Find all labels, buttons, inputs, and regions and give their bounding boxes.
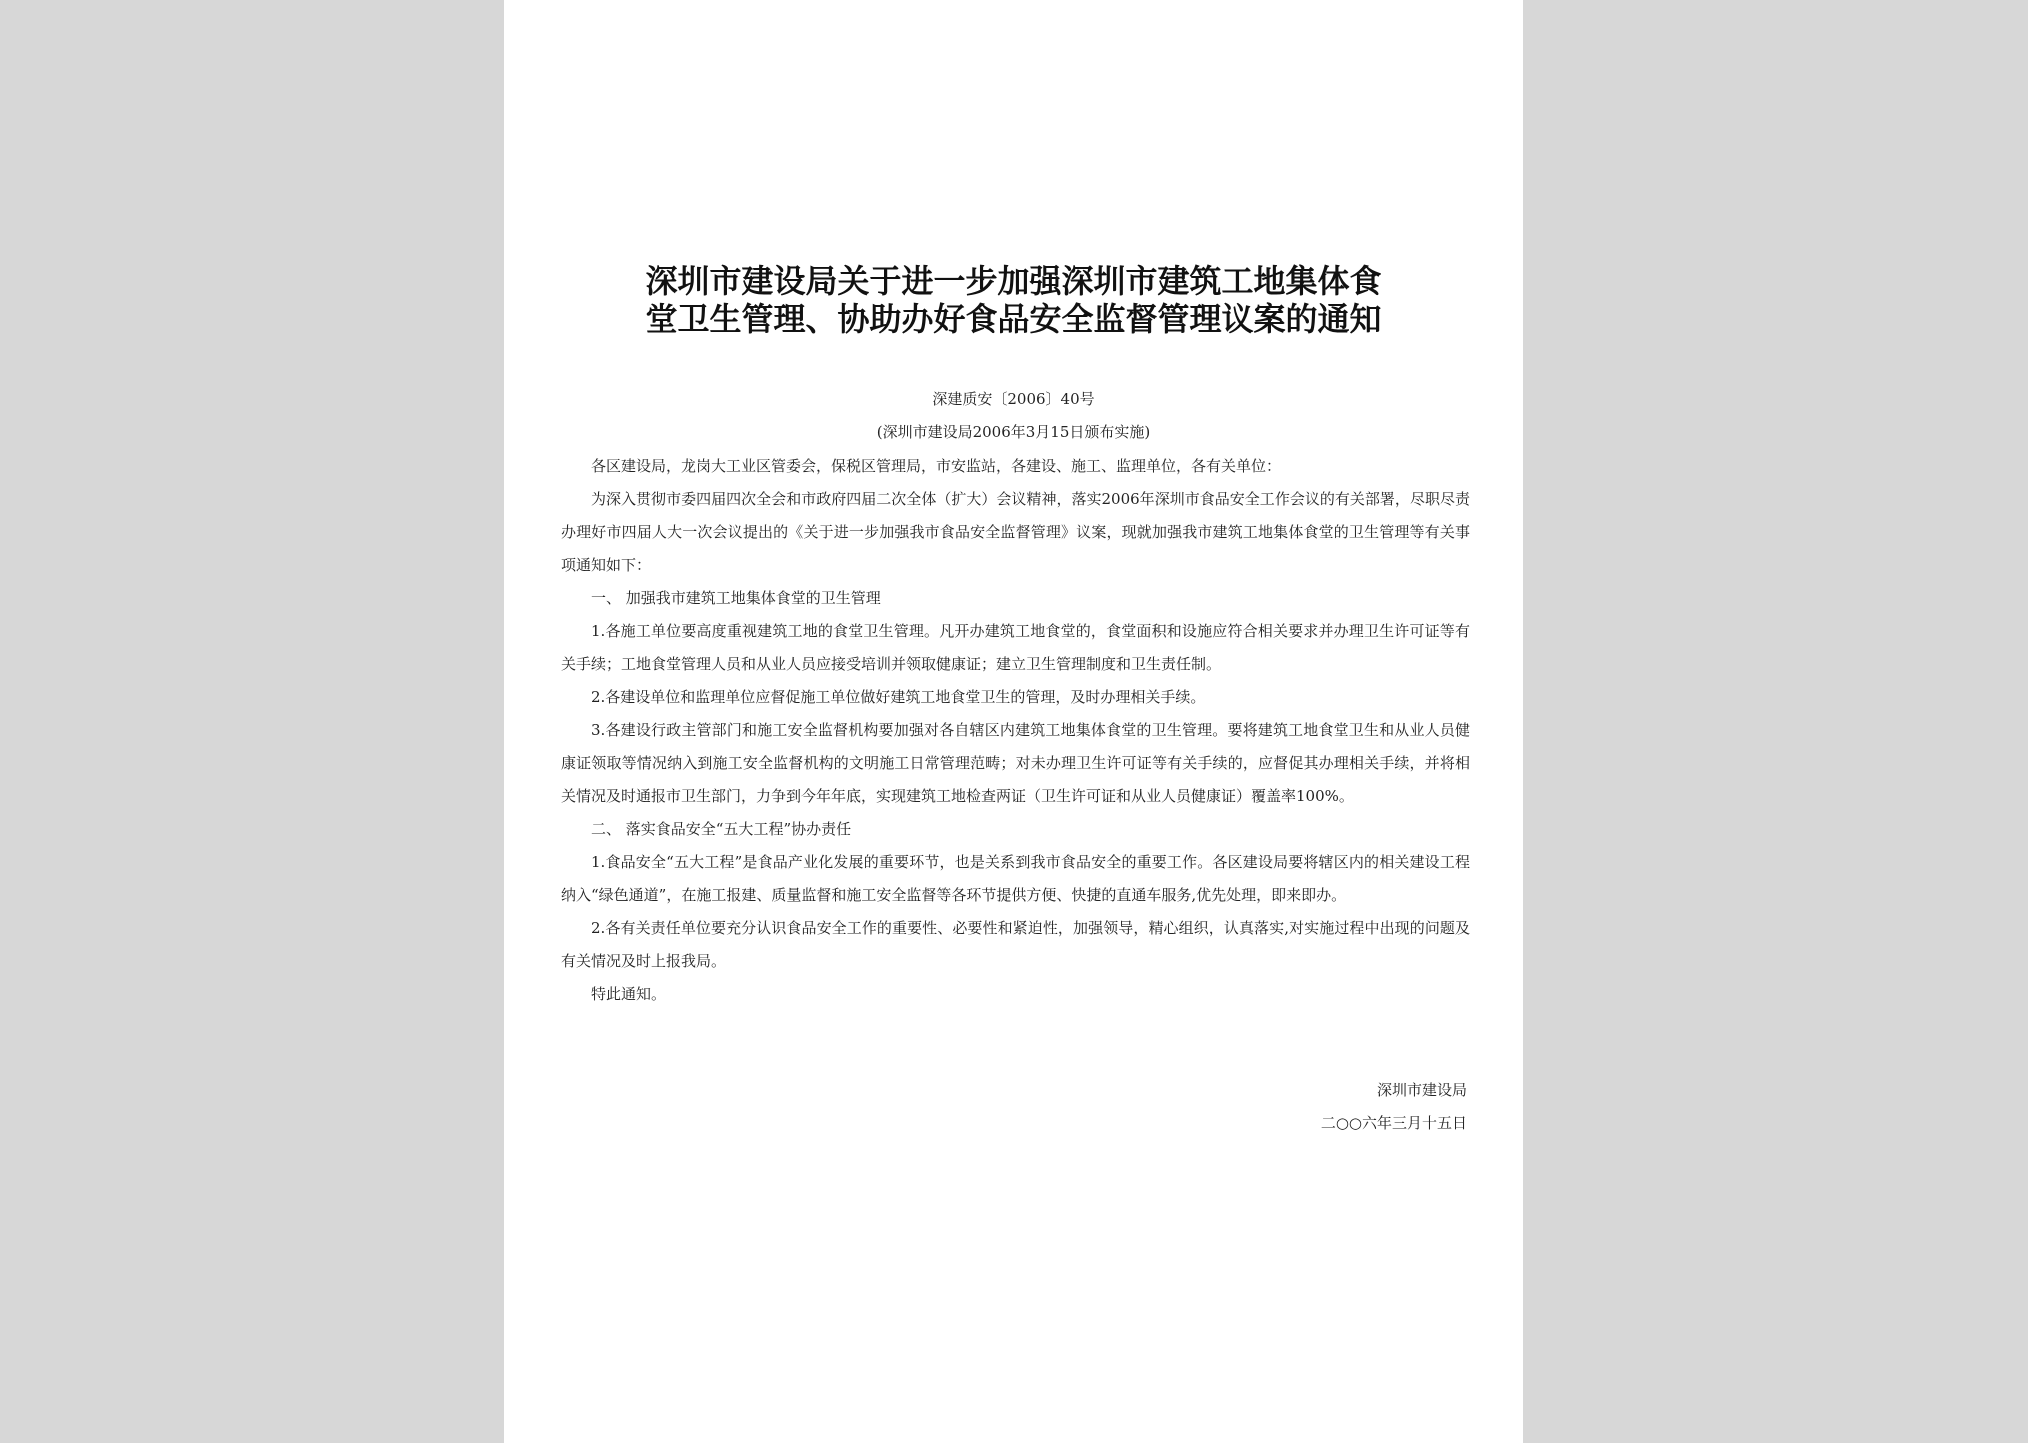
intro-paragraph: 为深入贯彻市委四届四次全会和市政府四届二次全体（扩大）会议精神，落实2006年深圳市食品安全工作会议的有关部署，尽职尽责办理好市四届人大一次会议提出的《关于进一步加强我市食品安全监督管理》议案，现就加强我市建筑工地集体食堂的卫生管理等有关事项通知如下： bbox=[561, 490, 1470, 574]
document-page bbox=[504, 0, 1523, 1443]
document-number: 深建质安〔2006〕40号 bbox=[932, 390, 1095, 408]
document-body bbox=[561, 450, 1470, 1011]
issued-note: (深圳市建设局2006年3月15日颁布实施) bbox=[876, 423, 1151, 441]
section-1-item-3: 3.各建设行政主管部门和施工安全监督机构要加强对各自辖区内建筑工地集体食堂的卫生管理。要将建筑工地食堂卫生和从业人员健康证领取等情况纳入到施工安全监督机构的文明施工日常管理范畴；对未办理卫生许可证等有关手续的，应督促其办理相关手续，并将相关情况及时通报市卫生部门，力争到今年年底，实现建筑工地检查两证（卫生许可证和从业人员健康证）覆盖率100%。 bbox=[561, 721, 1470, 805]
section-heading-2: 二、 落实食品安全“五大工程”协办责任 bbox=[591, 820, 852, 838]
section-2-item-1: 1.食品安全“五大工程”是食品产业化发展的重要环节，也是关系到我市食品安全的重要工作。各区建设局要将辖区内的相关建设工程纳入“绿色通道”，在施工报建、质量监督和施工安全监督等各环节提供方便、快捷的直通车服务,优先处理，即来即办。 bbox=[561, 853, 1470, 904]
signing-date: 二○○六年三月十五日 bbox=[1320, 1114, 1467, 1132]
section-2-item-2: 2.各有关责任单位要充分认识食品安全工作的重要性、必要性和紧迫性，加强领导，精心组织，认真落实,对实施过程中出现的问题及有关情况及时上报我局。 bbox=[561, 919, 1470, 970]
section-1-item-2: 2.各建设单位和监理单位应督促施工单位做好建筑工地食堂卫生的管理，及时办理相关手续。 bbox=[591, 688, 1206, 706]
title-line-1: 深圳市建设局关于进一步加强深圳市建筑工地集体食 bbox=[645, 262, 1382, 300]
addressee-paragraph: 各区建设局，龙岗大工业区管委会，保税区管理局，市安监站，各建设、施工、监理单位，各有关单位： bbox=[591, 457, 1282, 475]
title-line-2: 堂卫生管理、协助办好食品安全监督管理议案的通知 bbox=[645, 300, 1382, 338]
section-heading-1: 一、 加强我市建筑工地集体食堂的卫生管理 bbox=[591, 589, 881, 607]
section-1-item-1: 1.各施工单位要高度重视建筑工地的食堂卫生管理。凡开办建筑工地食堂的，食堂面积和设施应符合相关要求并办理卫生许可证等有关手续；工地食堂管理人员和从业人员应接受培训并领取健康证；建立卫生管理制度和卫生责任制。 bbox=[561, 622, 1470, 673]
document-title bbox=[504, 262, 1523, 338]
closing-paragraph: 特此通知。 bbox=[591, 985, 667, 1003]
signer: 深圳市建设局 bbox=[1376, 1081, 1467, 1099]
